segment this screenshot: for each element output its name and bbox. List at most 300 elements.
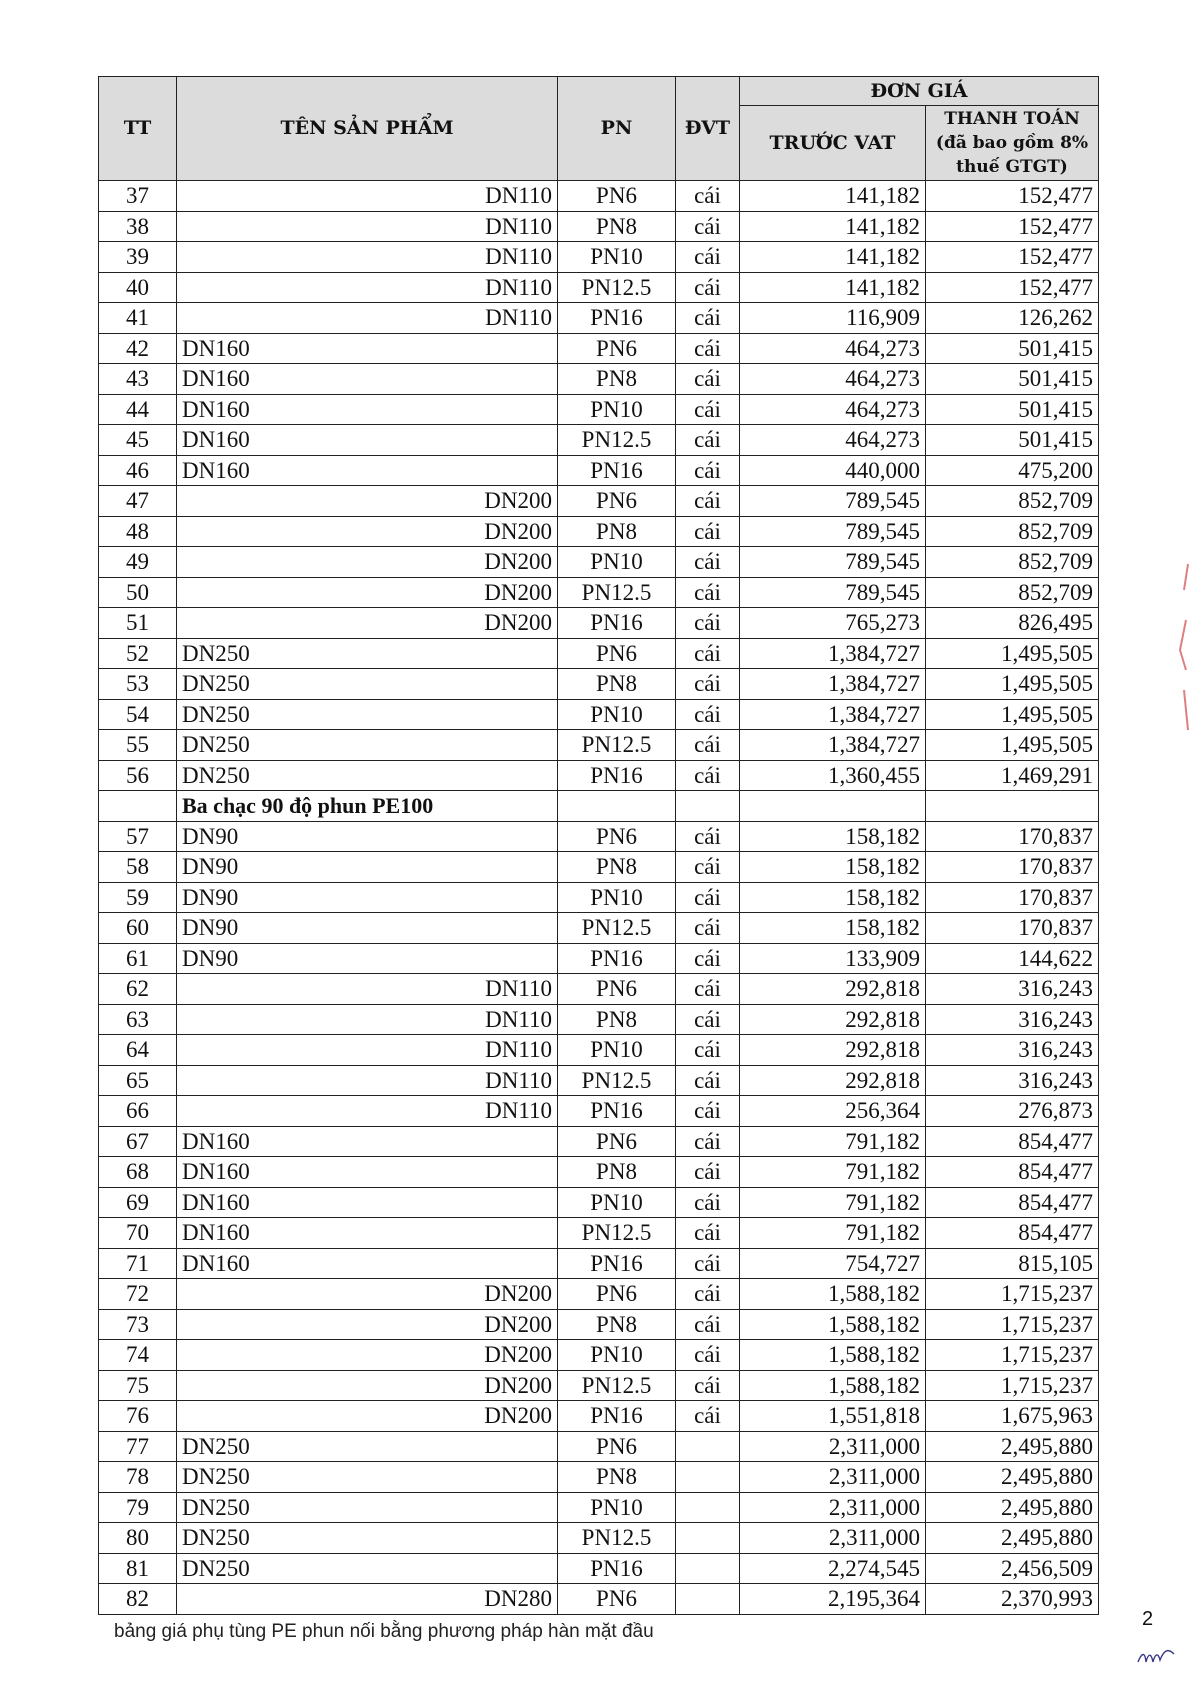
cell-unit: cái: [676, 1035, 740, 1066]
cell-payment: 152,477: [926, 242, 1099, 273]
cell-unit: cái: [676, 943, 740, 974]
header-product-name: TÊN SẢN PHẨM: [177, 77, 558, 181]
cell-tt: 74: [99, 1340, 177, 1371]
cell-product-name: DN160: [177, 333, 558, 364]
cell-pre-vat: 791,182: [740, 1126, 926, 1157]
cell-product-name: DN110: [177, 272, 558, 303]
cell-pn: PN10: [558, 1492, 676, 1523]
cell-product-name: DN200: [177, 1309, 558, 1340]
cell-pre-vat: 789,545: [740, 577, 926, 608]
cell-tt: 76: [99, 1401, 177, 1432]
cell-pn: PN8: [558, 1157, 676, 1188]
cell-pn: PN6: [558, 181, 676, 212]
cell-product-name: DN110: [177, 1096, 558, 1127]
cell-pn: PN10: [558, 547, 676, 578]
table-row: [99, 1553, 1099, 1584]
table-header: [99, 77, 1099, 181]
cell-tt: 59: [99, 882, 177, 913]
cell-product-name: DN90: [177, 821, 558, 852]
cell-product-name: DN160: [177, 1218, 558, 1249]
cell-product-name: DN250: [177, 1553, 558, 1584]
cell-unit: cái: [676, 272, 740, 303]
cell-unit: [676, 1431, 740, 1462]
table-row: [99, 1309, 1099, 1340]
cell-tt: 55: [99, 730, 177, 761]
cell-product-name: DN110: [177, 1004, 558, 1035]
table-row: [99, 882, 1099, 913]
cell-unit: cái: [676, 974, 740, 1005]
cell-pre-vat: 116,909: [740, 303, 926, 334]
table-row: [99, 821, 1099, 852]
cell-payment: 854,477: [926, 1218, 1099, 1249]
cell-pn: PN8: [558, 1462, 676, 1493]
cell-payment: 1,495,505: [926, 730, 1099, 761]
cell-product-name: DN200: [177, 516, 558, 547]
cell-product-name: DN250: [177, 669, 558, 700]
cell-pn: PN6: [558, 333, 676, 364]
cell-pre-vat: 791,182: [740, 1187, 926, 1218]
cell-payment: 852,709: [926, 577, 1099, 608]
cell-pre-vat: 1,588,182: [740, 1340, 926, 1371]
cell-payment: 170,837: [926, 852, 1099, 883]
cell-unit: cái: [676, 211, 740, 242]
cell-tt: [99, 791, 177, 822]
cell-tt: 48: [99, 516, 177, 547]
cell-pre-vat: 1,588,182: [740, 1309, 926, 1340]
cell-product-name: DN250: [177, 1431, 558, 1462]
table-row: [99, 547, 1099, 578]
table-row: [99, 852, 1099, 883]
cell-product-name: DN110: [177, 1065, 558, 1096]
table-row: [99, 181, 1099, 212]
cell-product-name: DN200: [177, 1370, 558, 1401]
cell-pn: PN12.5: [558, 1523, 676, 1554]
cell-pn: PN16: [558, 1553, 676, 1584]
cell-tt: 64: [99, 1035, 177, 1066]
cell-pn: PN10: [558, 1035, 676, 1066]
price-table: [98, 76, 1099, 1615]
cell-product-name: DN200: [177, 547, 558, 578]
cell-payment: 276,873: [926, 1096, 1099, 1127]
cell-pn: PN8: [558, 1309, 676, 1340]
cell-payment: 1,495,505: [926, 669, 1099, 700]
cell-unit: cái: [676, 1187, 740, 1218]
table-row: [99, 1157, 1099, 1188]
cell-pre-vat: 1,384,727: [740, 669, 926, 700]
table-row: [99, 1065, 1099, 1096]
cell-pn: PN8: [558, 1004, 676, 1035]
cell-pre-vat: 292,818: [740, 1004, 926, 1035]
cell-unit: cái: [676, 882, 740, 913]
cell-payment: 501,415: [926, 364, 1099, 395]
cell-pre-vat: 464,273: [740, 425, 926, 456]
cell-unit: cái: [676, 669, 740, 700]
cell-pn: PN10: [558, 394, 676, 425]
table-row: [99, 1004, 1099, 1035]
cell-pre-vat: 141,182: [740, 211, 926, 242]
cell-pn: PN8: [558, 364, 676, 395]
cell-tt: 77: [99, 1431, 177, 1462]
page-number: 2: [1142, 1608, 1154, 1630]
cell-tt: 37: [99, 181, 177, 212]
cell-product-name: DN200: [177, 608, 558, 639]
table-row: [99, 1492, 1099, 1523]
table-body: [99, 181, 1099, 1615]
cell-tt: 78: [99, 1462, 177, 1493]
cell-payment: 1,715,237: [926, 1309, 1099, 1340]
cell-pre-vat: 292,818: [740, 1065, 926, 1096]
cell-payment: 316,243: [926, 1004, 1099, 1035]
cell-payment: 475,200: [926, 455, 1099, 486]
cell-product-name: DN200: [177, 1340, 558, 1371]
cell-pre-vat: 789,545: [740, 547, 926, 578]
table-row: [99, 1431, 1099, 1462]
table-row: [99, 1584, 1099, 1615]
cell-tt: 73: [99, 1309, 177, 1340]
cell-unit: cái: [676, 455, 740, 486]
cell-payment: 826,495: [926, 608, 1099, 639]
cell-pre-vat: 2,311,000: [740, 1492, 926, 1523]
table-row: [99, 1523, 1099, 1554]
table-row: [99, 455, 1099, 486]
table-row: [99, 608, 1099, 639]
cell-unit: cái: [676, 1004, 740, 1035]
table-row: [99, 1187, 1099, 1218]
cell-product-name: DN250: [177, 760, 558, 791]
cell-tt: 70: [99, 1218, 177, 1249]
table-row: [99, 486, 1099, 517]
cell-pn: PN12.5: [558, 913, 676, 944]
cell-product-name: DN160: [177, 1126, 558, 1157]
cell-tt: 44: [99, 394, 177, 425]
cell-payment: 854,477: [926, 1157, 1099, 1188]
cell-unit: cái: [676, 760, 740, 791]
table-row: [99, 669, 1099, 700]
cell-payment: 152,477: [926, 181, 1099, 212]
cell-pre-vat: 158,182: [740, 852, 926, 883]
cell-payment: 1,495,505: [926, 699, 1099, 730]
cell-tt: 65: [99, 1065, 177, 1096]
cell-pre-vat: 789,545: [740, 516, 926, 547]
cell-tt: 42: [99, 333, 177, 364]
cell-unit: cái: [676, 730, 740, 761]
cell-unit: cái: [676, 913, 740, 944]
section-title: Ba chạc 90 độ phun PE100: [177, 791, 558, 822]
cell-tt: 52: [99, 638, 177, 669]
cell-product-name: DN160: [177, 394, 558, 425]
cell-pn: PN10: [558, 242, 676, 273]
cell-tt: 54: [99, 699, 177, 730]
table-row: [99, 516, 1099, 547]
cell-pn: PN12.5: [558, 1218, 676, 1249]
empty-cell: [740, 791, 926, 822]
cell-product-name: DN110: [177, 211, 558, 242]
cell-tt: 71: [99, 1248, 177, 1279]
cell-pre-vat: 765,273: [740, 608, 926, 639]
empty-cell: [676, 791, 740, 822]
cell-product-name: DN160: [177, 1157, 558, 1188]
cell-payment: 152,477: [926, 211, 1099, 242]
cell-payment: 501,415: [926, 394, 1099, 425]
cell-payment: 1,675,963: [926, 1401, 1099, 1432]
table-row: [99, 1370, 1099, 1401]
cell-product-name: DN90: [177, 852, 558, 883]
cell-payment: 2,456,509: [926, 1553, 1099, 1584]
cell-payment: 501,415: [926, 333, 1099, 364]
table-row: [99, 242, 1099, 273]
cell-payment: 2,370,993: [926, 1584, 1099, 1615]
cell-unit: cái: [676, 1370, 740, 1401]
cell-pn: PN10: [558, 1187, 676, 1218]
cell-pn: PN8: [558, 211, 676, 242]
cell-product-name: DN160: [177, 455, 558, 486]
cell-unit: cái: [676, 821, 740, 852]
table-row: [99, 333, 1099, 364]
cell-unit: cái: [676, 394, 740, 425]
cell-pn: PN16: [558, 760, 676, 791]
cell-payment: 854,477: [926, 1126, 1099, 1157]
cell-tt: 45: [99, 425, 177, 456]
cell-payment: 852,709: [926, 547, 1099, 578]
cell-tt: 62: [99, 974, 177, 1005]
cell-pn: PN6: [558, 638, 676, 669]
cell-pre-vat: 133,909: [740, 943, 926, 974]
cell-pre-vat: 464,273: [740, 333, 926, 364]
cell-pn: PN10: [558, 1340, 676, 1371]
section-row: [99, 791, 1099, 822]
cell-tt: 58: [99, 852, 177, 883]
table-row: [99, 1218, 1099, 1249]
cell-tt: 61: [99, 943, 177, 974]
cell-payment: 170,837: [926, 821, 1099, 852]
cell-tt: 49: [99, 547, 177, 578]
cell-unit: cái: [676, 577, 740, 608]
cell-pre-vat: 2,274,545: [740, 1553, 926, 1584]
cell-pn: PN12.5: [558, 1370, 676, 1401]
cell-unit: cái: [676, 608, 740, 639]
table-row: [99, 425, 1099, 456]
cell-unit: cái: [676, 425, 740, 456]
cell-pre-vat: 1,588,182: [740, 1279, 926, 1310]
cell-payment: 126,262: [926, 303, 1099, 334]
cell-pre-vat: 2,311,000: [740, 1462, 926, 1493]
cell-unit: [676, 1462, 740, 1493]
cell-pre-vat: 1,384,727: [740, 699, 926, 730]
cell-pre-vat: 2,311,000: [740, 1523, 926, 1554]
table-row: [99, 913, 1099, 944]
cell-product-name: DN160: [177, 364, 558, 395]
cell-payment: 1,469,291: [926, 760, 1099, 791]
cell-pre-vat: 1,588,182: [740, 1370, 926, 1401]
cell-unit: cái: [676, 852, 740, 883]
cell-tt: 67: [99, 1126, 177, 1157]
cell-tt: 82: [99, 1584, 177, 1615]
cell-payment: 852,709: [926, 516, 1099, 547]
cell-tt: 60: [99, 913, 177, 944]
table-row: [99, 699, 1099, 730]
cell-tt: 75: [99, 1370, 177, 1401]
cell-unit: cái: [676, 1279, 740, 1310]
cell-tt: 43: [99, 364, 177, 395]
table-row: [99, 730, 1099, 761]
footer-note: bảng giá phụ tùng PE phun nối bằng phương pháp hàn mặt đầu: [114, 1621, 654, 1642]
cell-product-name: DN160: [177, 1248, 558, 1279]
cell-payment: 170,837: [926, 882, 1099, 913]
cell-pre-vat: 158,182: [740, 913, 926, 944]
cell-product-name: DN250: [177, 1492, 558, 1523]
cell-payment: 2,495,880: [926, 1492, 1099, 1523]
cell-payment: 170,837: [926, 913, 1099, 944]
cell-tt: 40: [99, 272, 177, 303]
table-row: [99, 303, 1099, 334]
cell-unit: cái: [676, 1401, 740, 1432]
cell-product-name: DN90: [177, 882, 558, 913]
cell-payment: 152,477: [926, 272, 1099, 303]
cell-pn: PN16: [558, 455, 676, 486]
cell-pn: PN8: [558, 852, 676, 883]
cell-unit: cái: [676, 1126, 740, 1157]
cell-product-name: DN110: [177, 181, 558, 212]
cell-pn: PN16: [558, 608, 676, 639]
cell-product-name: DN200: [177, 577, 558, 608]
cell-payment: 1,715,237: [926, 1340, 1099, 1371]
cell-tt: 51: [99, 608, 177, 639]
cell-pn: PN6: [558, 1126, 676, 1157]
header-tt: TT: [99, 77, 177, 181]
cell-unit: [676, 1584, 740, 1615]
cell-tt: 50: [99, 577, 177, 608]
cell-payment: 316,243: [926, 1035, 1099, 1066]
cell-pre-vat: 789,545: [740, 486, 926, 517]
cell-pre-vat: 256,364: [740, 1096, 926, 1127]
table-row: [99, 1340, 1099, 1371]
cell-product-name: DN110: [177, 242, 558, 273]
cell-pre-vat: 1,551,818: [740, 1401, 926, 1432]
cell-pre-vat: 754,727: [740, 1248, 926, 1279]
cell-pn: PN16: [558, 1401, 676, 1432]
cell-pn: PN6: [558, 1584, 676, 1615]
table-row: [99, 1401, 1099, 1432]
cell-pre-vat: 791,182: [740, 1157, 926, 1188]
cell-tt: 66: [99, 1096, 177, 1127]
cell-product-name: DN200: [177, 486, 558, 517]
cell-pre-vat: 1,360,455: [740, 760, 926, 791]
cell-pn: PN16: [558, 943, 676, 974]
cell-pre-vat: 2,195,364: [740, 1584, 926, 1615]
table-row: [99, 974, 1099, 1005]
cell-payment: 1,715,237: [926, 1279, 1099, 1310]
cell-pre-vat: 141,182: [740, 272, 926, 303]
cell-pn: PN10: [558, 882, 676, 913]
price-table-container: [98, 76, 1098, 1615]
cell-tt: 79: [99, 1492, 177, 1523]
cell-unit: cái: [676, 547, 740, 578]
cell-product-name: DN90: [177, 943, 558, 974]
cell-pn: PN8: [558, 516, 676, 547]
cell-pn: PN12.5: [558, 272, 676, 303]
cell-pn: PN6: [558, 821, 676, 852]
cell-payment: 316,243: [926, 974, 1099, 1005]
cell-payment: 144,622: [926, 943, 1099, 974]
cell-tt: 41: [99, 303, 177, 334]
cell-pn: PN12.5: [558, 577, 676, 608]
cell-product-name: DN160: [177, 1187, 558, 1218]
cell-product-name: DN280: [177, 1584, 558, 1615]
table-row: [99, 1462, 1099, 1493]
cell-payment: 815,105: [926, 1248, 1099, 1279]
cell-pn: PN10: [558, 699, 676, 730]
cell-tt: 38: [99, 211, 177, 242]
table-row: [99, 1279, 1099, 1310]
cell-tt: 46: [99, 455, 177, 486]
cell-unit: cái: [676, 333, 740, 364]
empty-cell: [558, 791, 676, 822]
cell-unit: cái: [676, 1065, 740, 1096]
cell-payment: 1,715,237: [926, 1370, 1099, 1401]
cell-pre-vat: 2,311,000: [740, 1431, 926, 1462]
cell-unit: cái: [676, 1096, 740, 1127]
header-pre-vat: TRƯỚC VAT: [740, 106, 926, 181]
header-unit: ĐVT: [676, 77, 740, 181]
cell-unit: cái: [676, 1340, 740, 1371]
cell-product-name: DN110: [177, 974, 558, 1005]
table-row: [99, 1248, 1099, 1279]
cell-unit: [676, 1492, 740, 1523]
cell-payment: 316,243: [926, 1065, 1099, 1096]
cell-pre-vat: 292,818: [740, 1035, 926, 1066]
cell-product-name: DN250: [177, 699, 558, 730]
cell-pre-vat: 141,182: [740, 181, 926, 212]
cell-product-name: DN200: [177, 1401, 558, 1432]
table-row: [99, 1126, 1099, 1157]
cell-unit: [676, 1523, 740, 1554]
handwritten-initials: [1136, 1640, 1176, 1670]
cell-pn: PN6: [558, 974, 676, 1005]
table-row: [99, 272, 1099, 303]
cell-unit: cái: [676, 516, 740, 547]
cell-tt: 80: [99, 1523, 177, 1554]
cell-pre-vat: 141,182: [740, 242, 926, 273]
table-row: [99, 364, 1099, 395]
cell-payment: 501,415: [926, 425, 1099, 456]
cell-product-name: DN90: [177, 913, 558, 944]
cell-tt: 72: [99, 1279, 177, 1310]
cell-tt: 69: [99, 1187, 177, 1218]
cell-payment: 2,495,880: [926, 1431, 1099, 1462]
table-row: [99, 211, 1099, 242]
cell-pn: PN16: [558, 1248, 676, 1279]
cell-product-name: DN200: [177, 1279, 558, 1310]
cell-unit: cái: [676, 181, 740, 212]
cell-pn: PN6: [558, 1431, 676, 1462]
cell-product-name: DN250: [177, 1523, 558, 1554]
cell-unit: cái: [676, 303, 740, 334]
cell-pre-vat: 464,273: [740, 394, 926, 425]
cell-pn: PN12.5: [558, 1065, 676, 1096]
table-row: [99, 577, 1099, 608]
cell-tt: 56: [99, 760, 177, 791]
cell-payment: 854,477: [926, 1187, 1099, 1218]
cell-tt: 81: [99, 1553, 177, 1584]
cell-tt: 63: [99, 1004, 177, 1035]
cell-unit: cái: [676, 699, 740, 730]
table-row: [99, 760, 1099, 791]
cell-pre-vat: 1,384,727: [740, 730, 926, 761]
header-pn: PN: [558, 77, 676, 181]
red-stamp-edge: [1174, 560, 1190, 740]
cell-pn: PN6: [558, 486, 676, 517]
cell-tt: 53: [99, 669, 177, 700]
